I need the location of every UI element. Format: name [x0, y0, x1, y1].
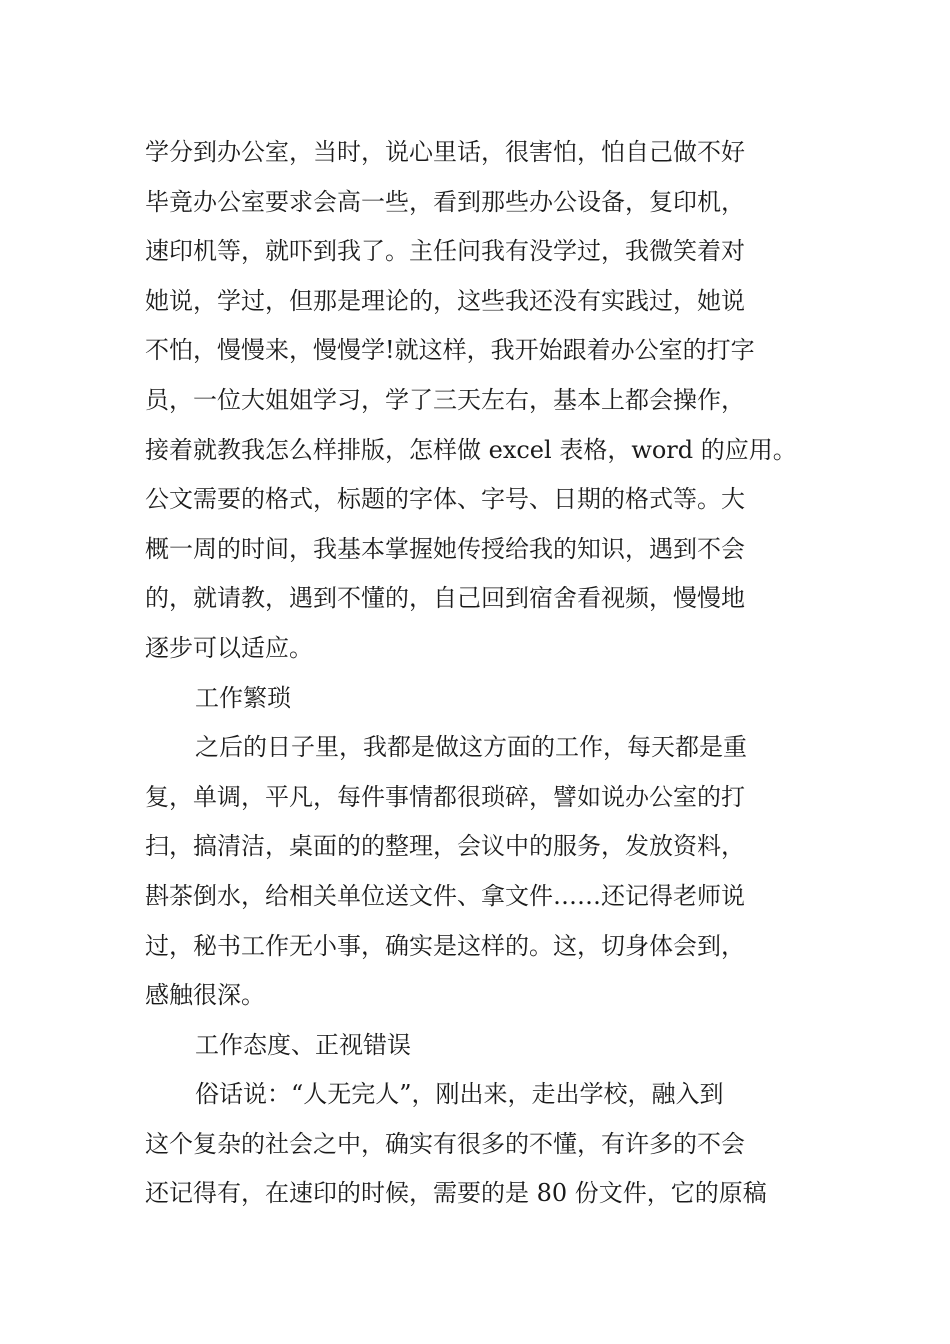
text-line: 公文需要的格式，标题的字体、字号、日期的格式等。大 — [145, 485, 745, 514]
text-line: 这个复杂的社会之中，确实有很多的不懂，有许多的不会 — [145, 1129, 745, 1158]
text-line: 不怕，慢慢来，慢慢学!就这样，我开始跟着办公室的打字 — [145, 336, 755, 365]
text-line: 还记得有，在速印的时候，需要的是 80 份文件，它的原稿 — [145, 1179, 767, 1208]
text-line: 逐步可以适应。 — [145, 633, 313, 662]
section-heading-work-tedious: 工作繁琐 — [195, 683, 291, 712]
text-line: 感触很深。 — [145, 981, 265, 1010]
text-line: 毕竟办公室要求会高一些，看到那些办公设备，复印机， — [145, 187, 745, 216]
document-body — [145, 128, 845, 1219]
paragraph-start-line: 之后的日子里，我都是做这方面的工作，每天都是重 — [195, 733, 747, 762]
text-line: 过，秘书工作无小事，确实是这样的。这，切身体会到， — [145, 931, 745, 960]
text-line: 概一周的时间，我基本掌握她传授给我的知识，遇到不会 — [145, 534, 745, 563]
text-line: 速印机等，就吓到我了。主任问我有没学过，我微笑着对 — [145, 237, 745, 266]
text-line: 学分到办公室，当时，说心里话，很害怕，怕自己做不好 — [145, 138, 745, 166]
paragraph-start-line: 俗话说：“人无完人”，刚出来，走出学校，融入到 — [195, 1080, 724, 1109]
section-heading-work-attitude: 工作态度、正视错误 — [195, 1030, 411, 1059]
text-line: 她说，学过，但那是理论的，这些我还没有实践过，她说 — [145, 286, 745, 315]
text-line: 扫，搞清洁，桌面的的整理，会议中的服务，发放资料， — [145, 832, 745, 861]
text-line: 员，一位大姐姐学习，学了三天左右，基本上都会操作， — [145, 385, 745, 414]
text-line: 斟茶倒水，给相关单位送文件、拿文件……还记得老师说 — [145, 881, 745, 910]
text-line: 接着就教我怎么样排版，怎样做 excel 表格，word 的应用。 — [145, 435, 797, 464]
text-line: 的，就请教，遇到不懂的，自己回到宿舍看视频，慢慢地 — [145, 584, 745, 613]
text-line: 复，单调，平凡，每件事情都很琐碎，譬如说办公室的打 — [145, 782, 745, 811]
